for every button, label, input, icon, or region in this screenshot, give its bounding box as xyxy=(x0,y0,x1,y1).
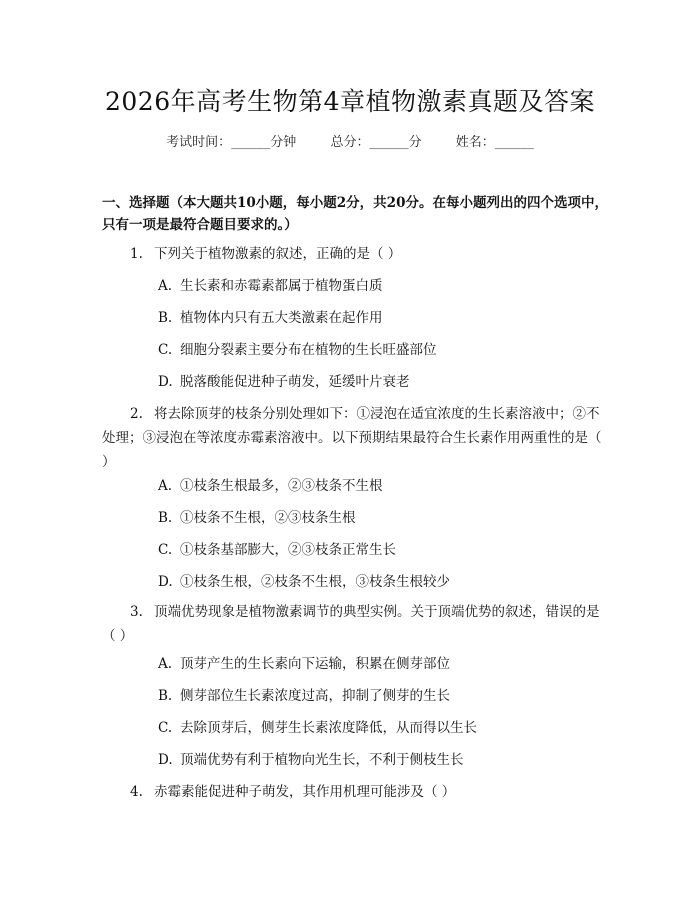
q2-option-b: B. ①枝条不生根，②③枝条生根 xyxy=(158,510,356,526)
exam-meta-line xyxy=(0,131,700,150)
q1-option-b: B. 植物体内只有五大类激素在起作用 xyxy=(158,310,383,326)
score-label: 总分： xyxy=(330,135,370,150)
question-number: 1. xyxy=(130,246,143,262)
time-label: 考试时间： xyxy=(166,135,232,150)
q1-option-d: D. 脱落酸能促进种子萌发，延缓叶片衰老 xyxy=(158,374,410,390)
q1-option-c: C. 细胞分裂素主要分布在植物的生长旺盛部位 xyxy=(158,342,437,358)
time-blank: ______ xyxy=(231,135,271,150)
question-2 xyxy=(102,402,612,474)
time-unit: 分钟 xyxy=(270,135,297,150)
name-blank: ______ xyxy=(494,135,534,150)
question-3 xyxy=(102,600,612,648)
section-heading: 一、选择题（本大题共10小题，每小题2分，共20分。在每小题列出的四个选项中，只有一项是最符合题目要求的。） xyxy=(102,195,608,233)
q3-option-b: B. 侧芽部位生长素浓度过高，抑制了侧芽的生长 xyxy=(158,688,450,704)
q3-option-d: D. 顶端优势有利于植物向光生长，不利于侧枝生长 xyxy=(158,752,464,768)
question-stem: 下列关于植物激素的叙述，正确的是（ ） xyxy=(154,246,402,262)
page-title: 2026年高考生物第4章植物激素真题及答案 xyxy=(104,87,596,116)
question-stem: 顶端优势现象是植物激素调节的典型实例。关于顶端优势的叙述，错误的是（ ） xyxy=(102,604,600,644)
q2-option-a: A. ①枝条生根最多，②③枝条不生根 xyxy=(158,478,383,494)
q2-option-c: C. ①枝条基部膨大，②③枝条正常生长 xyxy=(158,542,396,558)
q1-option-a: A. 生长素和赤霉素都属于植物蛋白质 xyxy=(158,278,383,294)
q3-option-c: C. 去除顶芽后，侧芽生长素浓度降低，从而得以生长 xyxy=(158,720,477,736)
question-number: 3. xyxy=(130,604,143,620)
score-unit: 分 xyxy=(408,135,422,150)
question-stem: 将去除顶芽的枝条分别处理如下：①浸泡在适宜浓度的生长素溶液中；②不处理；③浸泡在等浓度赤霉素溶液中。以下预期结果最符合生长素作用两重性的是（ ） xyxy=(102,406,602,470)
q3-option-a: A. 顶芽产生的生长素向下运输，积累在侧芽部位 xyxy=(158,656,450,672)
question-4 xyxy=(102,780,612,804)
question-number: 2. xyxy=(130,406,143,422)
q2-option-d: D. ①枝条生根，②枝条不生根，③枝条生根较少 xyxy=(158,574,450,590)
question-1 xyxy=(102,242,612,266)
score-blank: ______ xyxy=(369,135,409,150)
name-label: 姓名： xyxy=(455,135,495,150)
question-stem: 赤霉素能促进种子萌发，其作用机理可能涉及（ ） xyxy=(154,784,456,800)
question-number: 4. xyxy=(130,784,143,800)
